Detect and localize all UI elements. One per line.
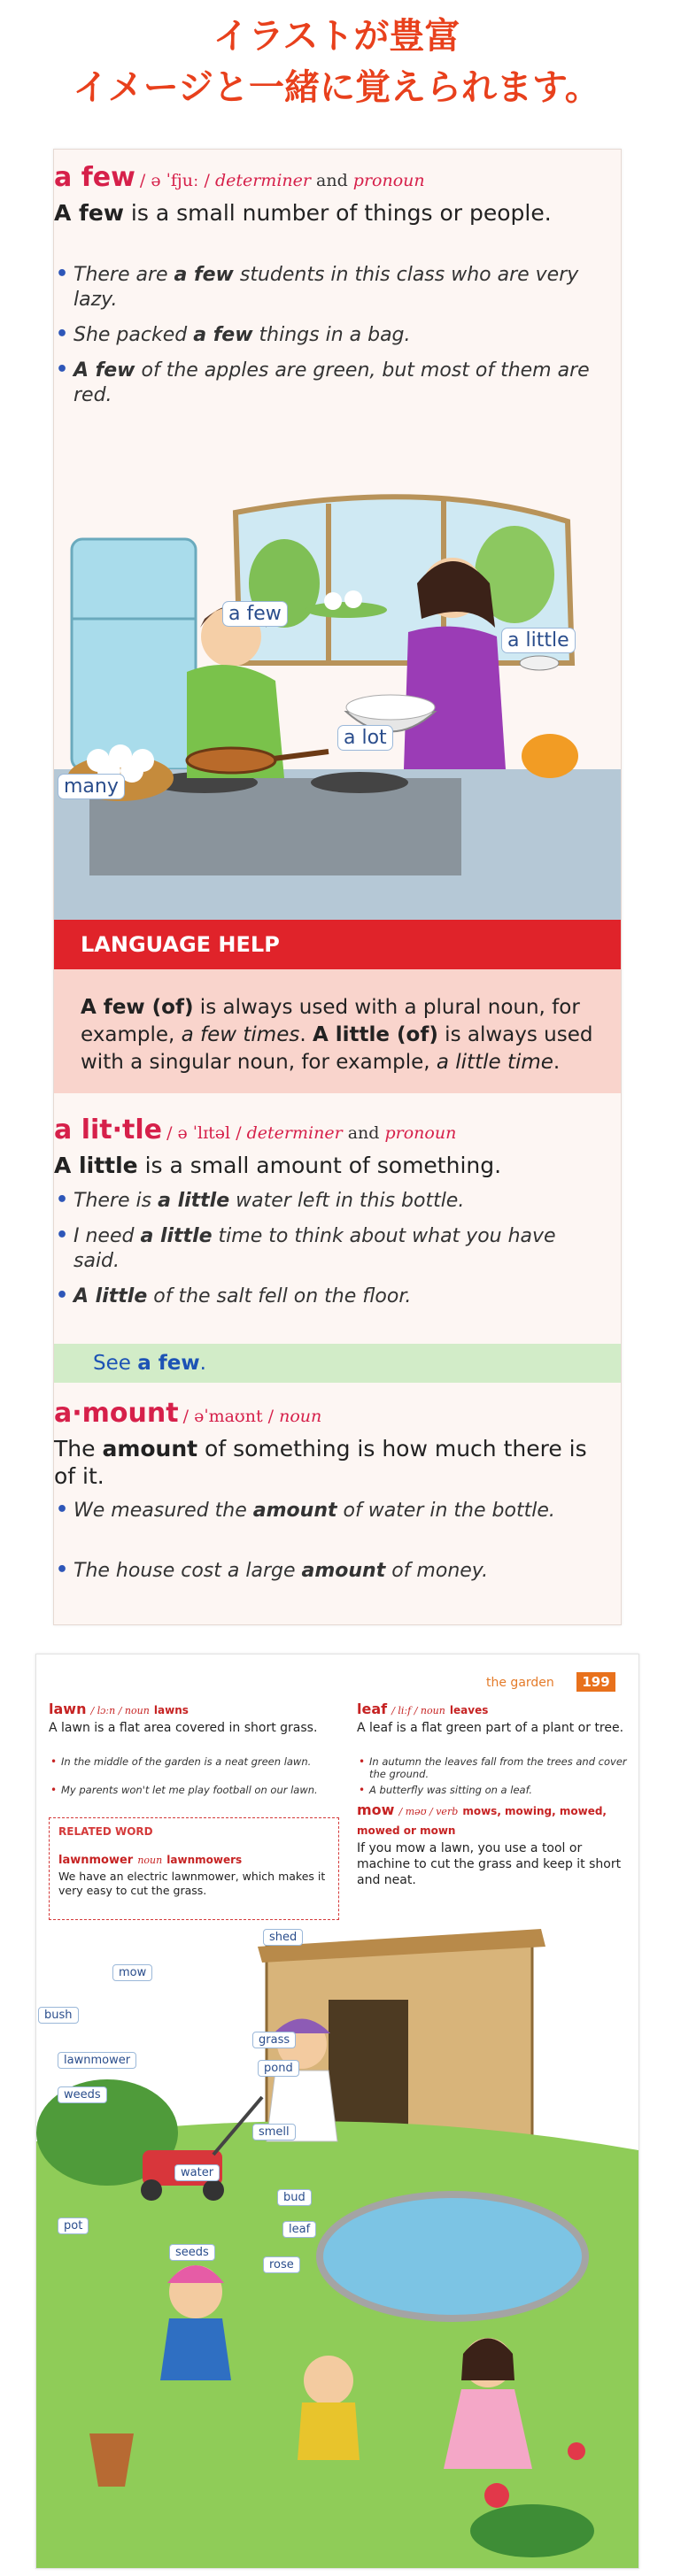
- example-text: She packed: [73, 324, 194, 346]
- definition-mow: If you mow a lawn, you use a tool or machine to cut the grass and keep it short and neat.: [357, 1841, 622, 1887]
- banner-line-2: イメージと一緒に覚えられます。: [73, 67, 600, 108]
- bullet: •: [56, 1499, 69, 1521]
- pos: noun: [279, 1407, 322, 1426]
- example: [73, 1189, 596, 1214]
- see-also-text: See: [93, 1352, 138, 1375]
- label-weeds: weeds: [58, 2086, 107, 2103]
- label-smell: smell: [252, 2124, 296, 2140]
- example-text: There is: [73, 1190, 159, 1212]
- definition-text: is a small amount of something.: [137, 1153, 502, 1178]
- example: [73, 1499, 596, 1523]
- entry-a-few-header: [54, 162, 621, 193]
- example-bold: a little: [158, 1190, 230, 1212]
- lh-text: is always used with a singular noun, for example,: [81, 1023, 593, 1074]
- pronunciation: / məʊ /: [398, 1806, 437, 1817]
- pos: noun: [124, 1705, 150, 1716]
- pos-and: and: [347, 1123, 380, 1143]
- related-headword: lawnmower: [58, 1854, 134, 1867]
- related-word-box: [49, 1817, 339, 1920]
- label-grass: grass: [252, 2032, 296, 2048]
- pos: determiner: [214, 171, 311, 190]
- lh-italic: a little time: [436, 1051, 553, 1074]
- definition-a-few: [54, 199, 594, 227]
- related-text: We have an electric lawnmower, which makes it very easy to cut the grass.: [58, 1870, 326, 1897]
- language-help-body: [54, 969, 621, 1093]
- example-text: water left in this bottle.: [229, 1190, 465, 1212]
- definition-bold: A little: [54, 1153, 138, 1178]
- label-leaf: leaf: [282, 2221, 316, 2238]
- entry-amount-header: [54, 1398, 621, 1429]
- headword-mow: mow: [357, 1801, 395, 1818]
- example-text: time to think about what you have said.: [73, 1225, 556, 1272]
- example-text: students in this class who are very lazy.: [73, 264, 579, 311]
- example: [73, 323, 596, 348]
- example-bold: a little: [140, 1225, 213, 1247]
- kitchen-illustration: [54, 486, 621, 946]
- example: [73, 1224, 596, 1274]
- example: In autumn the leaves fall from the trees and cover the ground.: [369, 1755, 627, 1780]
- bullet: •: [50, 1784, 58, 1796]
- bullet: •: [56, 1559, 69, 1581]
- definition-bold: amount: [102, 1436, 198, 1462]
- definition-lawn: A lawn is a flat area covered in short grass.: [49, 1721, 318, 1735]
- label-water: water: [174, 2164, 220, 2181]
- pronunciation: ə ˈlɪtəl: [177, 1123, 231, 1143]
- pos: noun: [420, 1705, 445, 1716]
- example: [73, 1559, 596, 1584]
- bullet: •: [56, 1189, 69, 1211]
- lh-bold: A little (of): [312, 1023, 438, 1046]
- bullet: •: [359, 1755, 366, 1768]
- see-also-link[interactable]: a few: [137, 1352, 200, 1375]
- page-number: 199: [576, 1672, 615, 1692]
- example-text: of the apples are green, but most of them are red.: [73, 359, 590, 406]
- lh-text: .: [299, 1023, 313, 1046]
- example-text: things in a bag.: [252, 324, 411, 346]
- label-seeds: seeds: [169, 2244, 215, 2261]
- bullet: •: [56, 263, 69, 285]
- entry-mow-header: [357, 1801, 630, 1839]
- headword-amount: a·mount: [54, 1398, 179, 1429]
- example-bold: amount: [301, 1560, 386, 1582]
- pronunciation: əˈmaʊnt: [194, 1407, 263, 1426]
- lh-italic: a few times: [181, 1023, 300, 1046]
- example-text: of money.: [385, 1560, 489, 1582]
- example-bold: A little: [73, 1285, 148, 1307]
- pos: verb: [436, 1806, 459, 1817]
- example: In the middle of the garden is a neat green lawn.: [61, 1755, 312, 1768]
- lh-text: .: [553, 1051, 561, 1074]
- label-shed: shed: [263, 1929, 303, 1946]
- pron-sep: /: [182, 1407, 190, 1426]
- headword-a-little: a lit·tle: [54, 1114, 162, 1145]
- example-bold: amount: [252, 1500, 337, 1522]
- example-text: The house cost a large: [73, 1560, 302, 1582]
- pronunciation: / lɔːn /: [90, 1705, 125, 1716]
- entry-leaf-header: [357, 1701, 631, 1717]
- definition-text: is a small number of things or people.: [123, 200, 552, 226]
- inflection: leaves: [449, 1704, 489, 1716]
- kitchen-scene: [54, 486, 621, 946]
- label-a-few: a few: [222, 601, 288, 627]
- inflection: lawns: [153, 1704, 189, 1716]
- example: A butterfly was sitting on a leaf.: [369, 1784, 533, 1796]
- garden-scene: [36, 1920, 638, 2568]
- headword-leaf: leaf: [357, 1701, 388, 1717]
- bullet: •: [56, 323, 69, 345]
- dictionary-card-1: [53, 149, 622, 1625]
- inflection: lawnmowers: [166, 1854, 243, 1866]
- pos: noun: [137, 1855, 163, 1866]
- example-text: We measured the: [73, 1500, 253, 1522]
- example: [73, 263, 596, 312]
- definition-a-little: [54, 1152, 603, 1179]
- definition-amount: [54, 1435, 594, 1490]
- see-also-text: .: [199, 1352, 206, 1375]
- definition-leaf: A leaf is a flat green part of a plant or tree.: [357, 1721, 624, 1735]
- dictionary-card-2: [35, 1654, 639, 2569]
- entry-lawn-header: [49, 1701, 341, 1717]
- rose: [484, 2483, 509, 2508]
- label-bush: bush: [38, 2007, 79, 2024]
- bullet: •: [56, 359, 69, 381]
- label-bud: bud: [277, 2189, 312, 2206]
- example: My parents won't let me play football on our lawn.: [61, 1784, 318, 1796]
- pronunciation: ə ˈfjuː: [151, 171, 199, 190]
- pos-and: and: [316, 171, 348, 190]
- label-a-lot: a lot: [337, 725, 393, 751]
- pron-sep: /: [139, 171, 146, 190]
- boy-watering: [304, 2356, 353, 2405]
- fridge: [72, 539, 196, 769]
- label-many: many: [58, 774, 125, 799]
- banner-line-1: イラストが豊富: [213, 16, 460, 57]
- label-pot: pot: [58, 2217, 89, 2234]
- definition-bold: A few: [54, 200, 124, 226]
- label-rose: rose: [263, 2256, 300, 2273]
- example-text: I need: [73, 1225, 141, 1247]
- pron-sep: /: [166, 1123, 173, 1143]
- bullet: •: [50, 1755, 58, 1768]
- pond: [320, 2194, 585, 2318]
- related-header: [58, 1850, 333, 1867]
- label-a-little: a little: [501, 628, 576, 653]
- lh-bold: A few (of): [81, 996, 194, 1019]
- entry-a-little-header: [54, 1114, 621, 1145]
- example-text: There are: [73, 264, 174, 286]
- running-head: the garden: [486, 1676, 554, 1690]
- label-lawnmower: lawnmower: [58, 2052, 136, 2069]
- example: [73, 1284, 596, 1309]
- example-bold: A few: [73, 359, 135, 382]
- pron-sep: /: [204, 171, 210, 190]
- pron-sep: /: [236, 1123, 242, 1143]
- bullet: •: [56, 1224, 69, 1246]
- example-text: of the salt fell on the floor.: [147, 1285, 412, 1307]
- example-bold: a few: [193, 324, 253, 346]
- example-text: of water in the bottle.: [336, 1500, 555, 1522]
- bullet: •: [359, 1784, 366, 1796]
- pos: determiner: [246, 1123, 343, 1143]
- pronunciation: / liːf /: [391, 1705, 421, 1716]
- lh-text: is always used with a plural noun, for example,: [81, 996, 580, 1046]
- label-mow: mow: [112, 1964, 152, 1981]
- example: [73, 359, 596, 408]
- label-pond: pond: [258, 2060, 299, 2077]
- pos: pronoun: [352, 171, 425, 190]
- inflection: mows, mowing, mowed, mowed or mown: [357, 1805, 607, 1837]
- definition-text: The: [54, 1436, 103, 1462]
- related-title: RELATED WORD: [58, 1825, 153, 1838]
- pron-sep: /: [267, 1407, 275, 1426]
- headword-a-few: a few: [54, 162, 135, 193]
- example-bold: a few: [174, 264, 234, 286]
- definition-text: of something is how much there is of it.: [54, 1436, 587, 1489]
- pos: pronoun: [384, 1123, 457, 1143]
- headword-lawn: lawn: [49, 1701, 87, 1717]
- see-also: [54, 1344, 621, 1383]
- language-help-title: LANGUAGE HELP: [54, 920, 621, 969]
- bullet: •: [56, 1284, 69, 1307]
